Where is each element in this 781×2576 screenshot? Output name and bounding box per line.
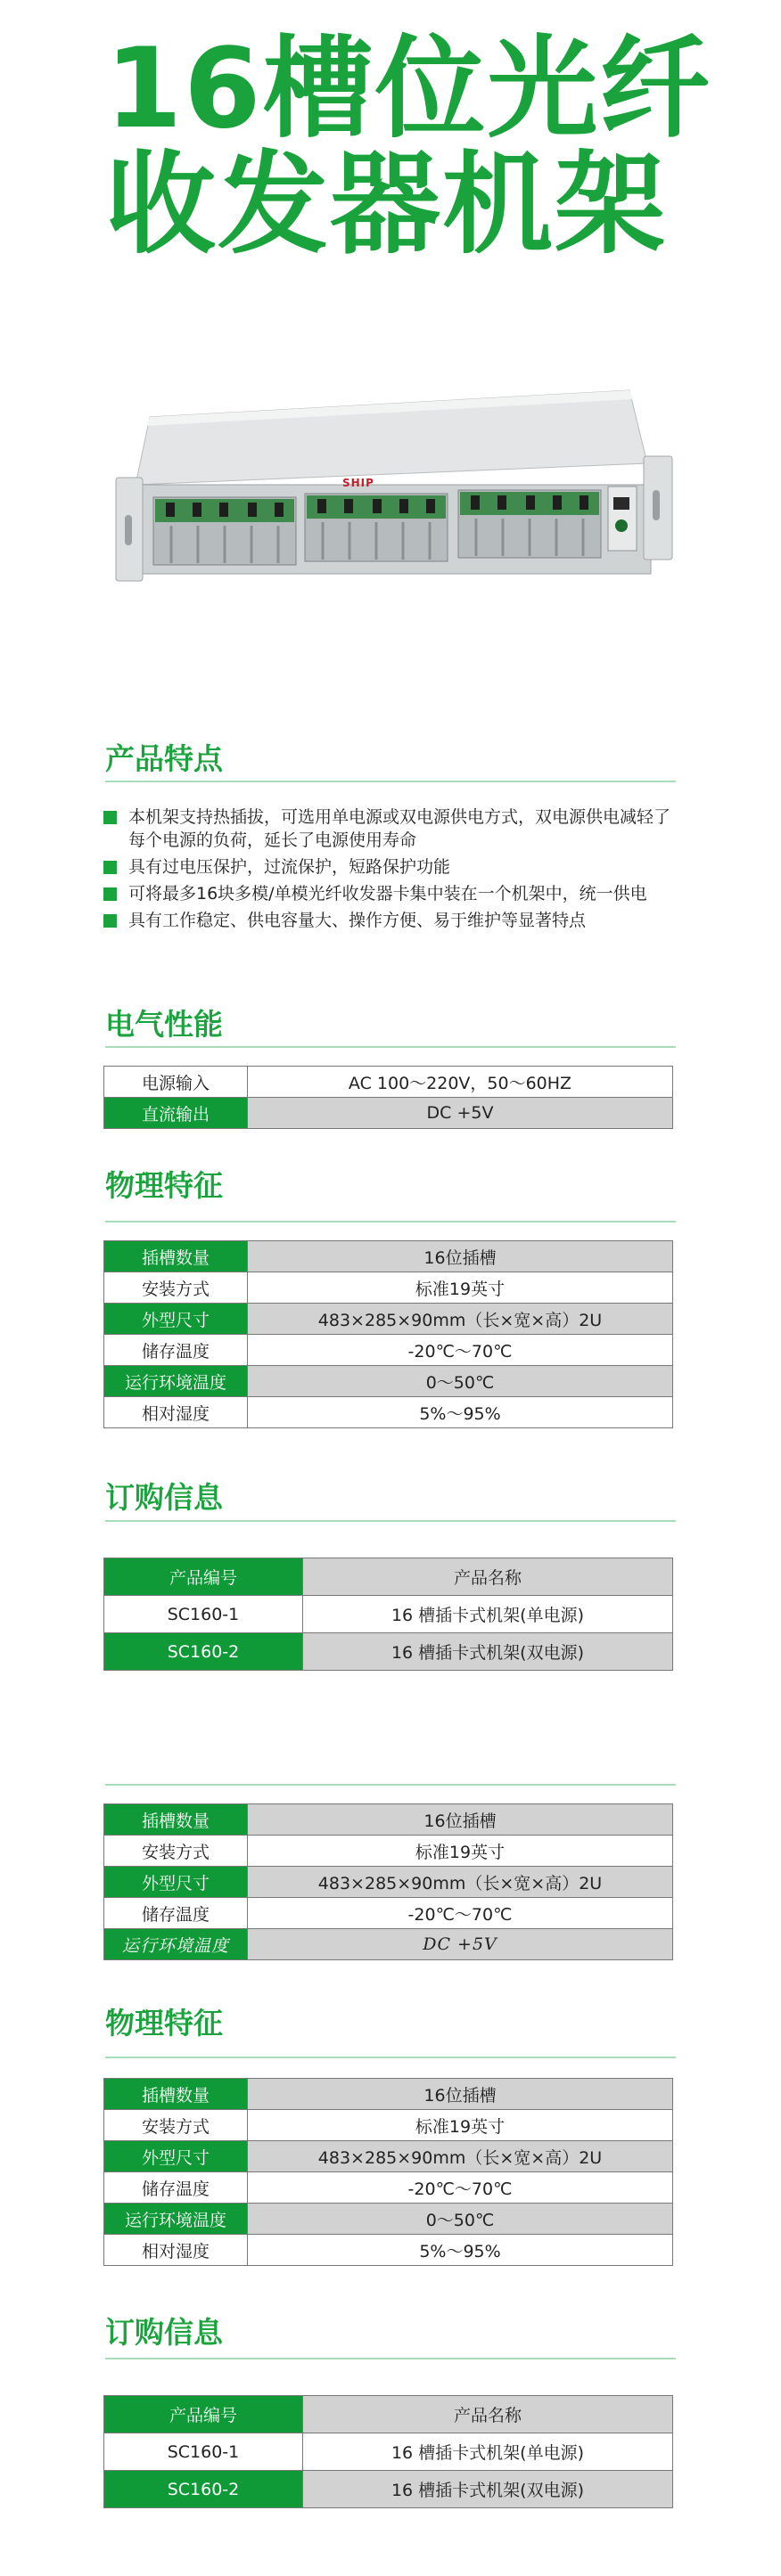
physical-repeat-table [103,2078,673,2266]
features-heading: 产品特点 [105,741,223,776]
table-cell-value: 16位插槽 [248,2079,673,2110]
table-cell-value: 483×285×90mm（长×宽×高）2U [248,1867,673,1898]
table-cell-label: 电源输入 [104,1067,248,1098]
table-cell-label: 外型尺寸 [104,1304,248,1335]
ordering-rule [105,1520,676,1522]
page-title-line-1: 16槽位光纤 [105,25,712,153]
list-item: 具有工作稳定、供电容量大、操作方便、易于维护等显著特点 [103,909,683,932]
physical-repeat-rule [105,2057,676,2058]
table-cell-label: 外型尺寸 [104,2141,248,2172]
table-cell-value: -20℃～70℃ [248,2172,673,2204]
table-cell-label: 插槽数量 [104,1804,248,1836]
table-row [104,1836,673,1867]
table-row [104,2433,673,2471]
table-cell-value: 483×285×90mm（长×宽×高）2U [248,2141,673,2172]
physical-rule [105,1221,676,1223]
table-cell-value: 5%～95% [248,1397,673,1428]
table-cell-label: 运行环境温度 [104,2204,248,2235]
table-cell-label: 安装方式 [104,1272,248,1304]
list-item: 具有过电压保护，过流保护，短路保护功能 [103,855,683,879]
brand-label: SHIP [342,477,374,489]
table-row [104,2471,673,2508]
table-cell-value: 标准19英寸 [248,1272,673,1304]
table-cell-label: 储存温度 [104,1898,248,1929]
table-row [104,2172,673,2204]
ordering-repeat-heading: 订购信息 [105,2315,223,2350]
table-row [104,2079,673,2110]
table-cell-value: DC +5V [248,1098,673,1129]
table-cell-value: -20℃～70℃ [248,1335,673,1366]
table-cell-value: 0～50℃ [248,2204,673,2235]
table-cell-value: AC 100～220V，50～60HZ [248,1067,673,1098]
page-title-line-2: 收发器机架 [105,141,668,269]
table-row [104,1397,673,1428]
table-row [104,1633,673,1671]
ordering-repeat-table [103,2395,673,2508]
table-cell-label: 相对湿度 [104,1397,248,1428]
table-cell-value: -20℃～70℃ [248,1898,673,1929]
table-row [104,1596,673,1633]
electrical-rule [105,1046,676,1048]
column-header-code: 产品编号 [104,2396,303,2433]
table-cell-label: 外型尺寸 [104,1867,248,1898]
table-cell-label: 相对湿度 [104,2235,248,2266]
list-item: 可将最多16块多模/单模光纤收发器卡集中装在一个机架中，统一供电 [103,882,683,905]
table-row [104,1272,673,1304]
table-cell-label: 安装方式 [104,1836,248,1867]
table-cell-value: 5%～95% [248,2235,673,2266]
table-row [104,2204,673,2235]
physical-heading: 物理特征 [105,1168,223,1203]
table-row [104,2235,673,2266]
table-row [104,1929,673,1960]
table-row [104,1898,673,1929]
table-row [104,1067,673,1098]
ordering-repeat-rule [105,2358,676,2359]
list-item: 本机架支持热插拔，可选用单电源或双电源供电方式，双电源供电减轻了每个电源的负荷，延长了电源使用寿命 [103,806,683,852]
table-row [104,1366,673,1397]
table-cell-code: SC160-2 [104,1633,303,1671]
rack-chassis-image [114,381,676,613]
table-row [104,1335,673,1366]
table-cell-code: SC160-1 [104,1596,303,1633]
table-cell-label: 直流输出 [104,1098,248,1129]
table-cell-value: 0～50℃ [248,1366,673,1397]
glitch-table [103,1803,673,1960]
table-cell-name: 16 槽插卡式机架(单电源) [303,1596,673,1633]
table-cell-value: 标准19英寸 [248,1836,673,1867]
table-row [104,1304,673,1335]
table-cell-code: SC160-1 [104,2433,303,2471]
table-cell-label: 储存温度 [104,2172,248,2204]
table-cell-code: SC160-2 [104,2471,303,2508]
physical-table [103,1240,673,1428]
ordering-heading: 订购信息 [105,1480,223,1515]
table-row [104,2141,673,2172]
table-row [104,2110,673,2141]
ordering-table [103,1558,673,1671]
column-header-name: 产品名称 [303,1558,673,1596]
features-list [103,806,683,936]
electrical-heading: 电气性能 [105,1007,223,1042]
table-cell-value: DC +5V [248,1929,673,1960]
table-row [104,1241,673,1272]
column-header-name: 产品名称 [303,2396,673,2433]
table-row [104,1098,673,1129]
features-rule [105,781,676,782]
table-cell-label: 插槽数量 [104,2079,248,2110]
table-header-row [104,2396,673,2433]
column-header-code: 产品编号 [104,1558,303,1596]
table-cell-value: 16位插槽 [248,1241,673,1272]
table-cell-label: 安装方式 [104,2110,248,2141]
table-cell-name: 16 槽插卡式机架(双电源) [303,2471,673,2508]
table-cell-name: 16 槽插卡式机架(单电源) [303,2433,673,2471]
table-header-row [104,1558,673,1596]
table-cell-value: 16位插槽 [248,1804,673,1836]
table-cell-label: 插槽数量 [104,1241,248,1272]
table-cell-value: 483×285×90mm（长×宽×高）2U [248,1304,673,1335]
table-cell-name: 16 槽插卡式机架(双电源) [303,1633,673,1671]
table-cell-label: 运行环境温度 [104,1929,248,1960]
table-cell-value: 标准19英寸 [248,2110,673,2141]
physical-repeat-heading: 物理特征 [105,2006,223,2040]
table-cell-label: 储存温度 [104,1335,248,1366]
table-row [104,1804,673,1836]
table-row [104,1867,673,1898]
glitch-rule [105,1784,676,1786]
electrical-table [103,1066,673,1129]
table-cell-label: 运行环境温度 [104,1366,248,1397]
